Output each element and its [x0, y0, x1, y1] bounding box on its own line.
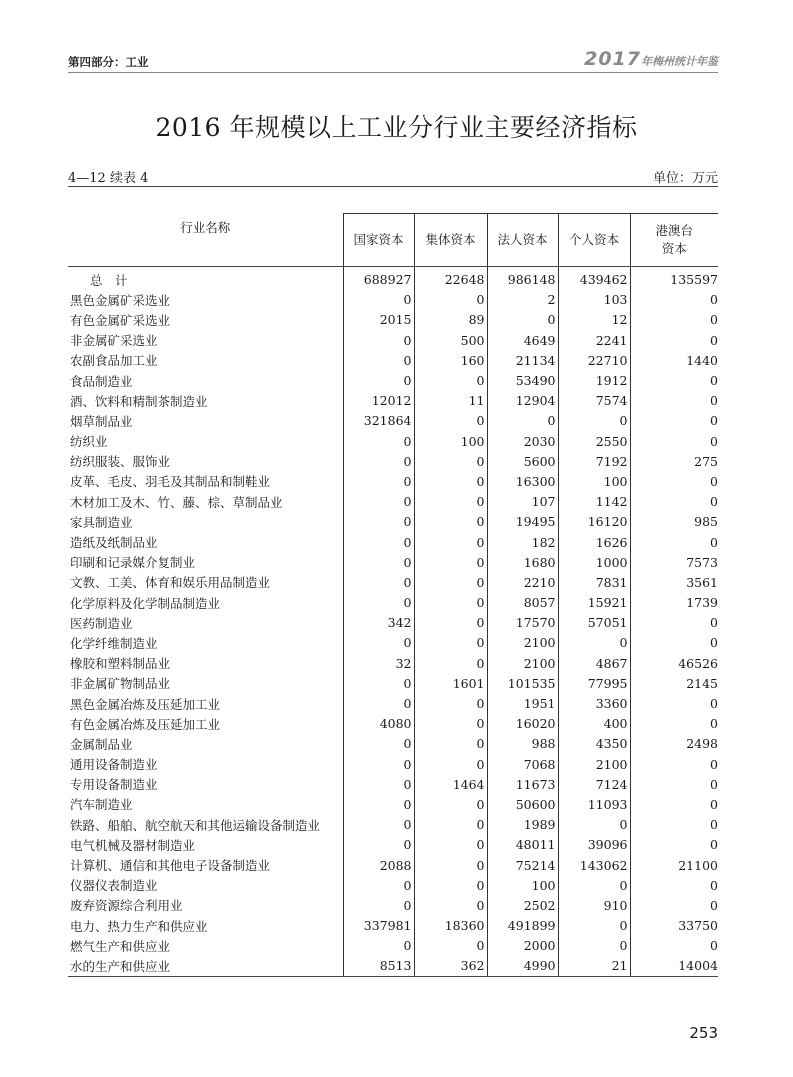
cell-hk-macao-taiwan-capital: 275	[630, 451, 718, 471]
header-state-capital: 国家资本	[343, 214, 414, 267]
cell-state-capital: 4080	[343, 714, 414, 734]
table-row	[68, 512, 718, 532]
table-row	[68, 593, 718, 613]
cell-legal-person-capital: 11673	[487, 774, 558, 794]
industry-name: 汽车制造业	[70, 797, 133, 813]
cell-state-capital: 0	[343, 936, 414, 956]
industry-name: 非金属矿采选业	[70, 333, 158, 349]
industry-name: 纺织业	[70, 434, 108, 450]
cell-collective-capital: 0	[414, 895, 487, 915]
cell-collective-capital: 0	[414, 552, 487, 572]
header-hk-macao-taiwan-capital	[630, 214, 718, 267]
cell-collective-capital: 0	[414, 633, 487, 653]
cell-state-capital: 0	[343, 693, 414, 713]
cell-individual-capital: 0	[558, 815, 630, 835]
table-row	[68, 653, 718, 673]
table-row	[68, 693, 718, 713]
cell-collective-capital: 0	[414, 370, 487, 390]
cell-state-capital: 32	[343, 653, 414, 673]
cell-legal-person-capital: 16300	[487, 471, 558, 491]
table-caption	[68, 167, 718, 187]
cell-individual-capital: 77995	[558, 673, 630, 693]
table-row	[68, 633, 718, 653]
cell-legal-person-capital: 2	[487, 290, 558, 310]
table-row	[68, 754, 718, 774]
cell-hk-macao-taiwan-capital: 985	[630, 512, 718, 532]
table-row	[68, 855, 718, 875]
cell-collective-capital: 0	[414, 835, 487, 855]
industry-name: 橡胶和塑料制品业	[70, 656, 171, 672]
industry-name: 电气机械及器材制造业	[70, 837, 196, 853]
cell-individual-capital: 7574	[558, 391, 630, 411]
cell-collective-capital: 0	[414, 754, 487, 774]
industry-name: 烟草制品业	[70, 413, 133, 429]
cell-state-capital: 0	[343, 895, 414, 915]
cell-state-capital: 0	[343, 875, 414, 895]
cell-state-capital: 0	[343, 774, 414, 794]
cell-collective-capital: 362	[414, 956, 487, 977]
cell-state-capital: 688927	[343, 266, 414, 290]
cell-collective-capital: 0	[414, 693, 487, 713]
cell-individual-capital: 1912	[558, 370, 630, 390]
header-legal-person-capital: 法人资本	[487, 214, 558, 267]
cell-individual-capital: 1000	[558, 552, 630, 572]
cell-state-capital: 0	[343, 471, 414, 491]
cell-legal-person-capital: 53490	[487, 370, 558, 390]
cell-legal-person-capital: 2210	[487, 572, 558, 592]
table-row	[68, 815, 718, 835]
cell-hk-macao-taiwan-capital: 0	[630, 391, 718, 411]
cell-collective-capital: 0	[414, 290, 487, 310]
industry-name: 通用设备制造业	[70, 757, 158, 773]
cell-individual-capital: 1626	[558, 532, 630, 552]
cell-individual-capital: 0	[558, 411, 630, 431]
cell-legal-person-capital: 12904	[487, 391, 558, 411]
cell-individual-capital: 4867	[558, 653, 630, 673]
cell-collective-capital: 1601	[414, 673, 487, 693]
industry-name: 计算机、通信和其他电子设备制造业	[70, 858, 271, 874]
table-row	[68, 835, 718, 855]
industry-name: 黑色金属冶炼及压延加工业	[70, 696, 221, 712]
cell-collective-capital: 0	[414, 734, 487, 754]
cell-individual-capital: 3360	[558, 693, 630, 713]
industry-name: 文教、工美、体育和娱乐用品制造业	[70, 575, 271, 591]
table-row	[68, 916, 718, 936]
cell-state-capital: 0	[343, 633, 414, 653]
industry-name: 废弃资源综合利用业	[70, 898, 183, 914]
table-row	[68, 572, 718, 592]
cell-collective-capital: 500	[414, 330, 487, 350]
cell-hk-macao-taiwan-capital: 0	[630, 815, 718, 835]
table-row	[68, 714, 718, 734]
cell-hk-macao-taiwan-capital: 1739	[630, 593, 718, 613]
cell-individual-capital: 7124	[558, 774, 630, 794]
cell-state-capital: 0	[343, 593, 414, 613]
cell-state-capital: 337981	[343, 916, 414, 936]
cell-hk-macao-taiwan-capital: 135597	[630, 266, 718, 290]
cell-hk-macao-taiwan-capital: 0	[630, 693, 718, 713]
cell-hk-macao-taiwan-capital: 0	[630, 370, 718, 390]
cell-state-capital: 12012	[343, 391, 414, 411]
cell-individual-capital: 0	[558, 916, 630, 936]
cell-individual-capital: 2550	[558, 431, 630, 451]
cell-hk-macao-taiwan-capital: 0	[630, 794, 718, 814]
industry-name: 食品制造业	[70, 373, 133, 389]
cell-collective-capital: 100	[414, 431, 487, 451]
cell-state-capital: 0	[343, 350, 414, 370]
cell-collective-capital: 0	[414, 653, 487, 673]
table-row	[68, 350, 718, 370]
table-row-total	[68, 266, 718, 290]
cell-state-capital: 0	[343, 512, 414, 532]
cell-legal-person-capital: 2100	[487, 653, 558, 673]
industry-name: 总 计	[90, 272, 128, 288]
cell-individual-capital: 100	[558, 471, 630, 491]
cell-hk-macao-taiwan-capital: 21100	[630, 855, 718, 875]
cell-individual-capital: 2241	[558, 330, 630, 350]
cell-individual-capital: 400	[558, 714, 630, 734]
cell-state-capital: 0	[343, 673, 414, 693]
table-row	[68, 774, 718, 794]
cell-collective-capital: 0	[414, 815, 487, 835]
cell-hk-macao-taiwan-capital: 0	[630, 895, 718, 915]
cell-legal-person-capital: 48011	[487, 835, 558, 855]
cell-collective-capital: 0	[414, 875, 487, 895]
table-row	[68, 492, 718, 512]
industry-name: 农副食品加工业	[70, 353, 158, 369]
cell-collective-capital: 0	[414, 855, 487, 875]
cell-individual-capital: 4350	[558, 734, 630, 754]
cell-legal-person-capital: 0	[487, 310, 558, 330]
cell-state-capital: 0	[343, 552, 414, 572]
industry-name: 金属制品业	[70, 736, 133, 752]
header-c5-line1: 港澳台	[655, 222, 693, 238]
cell-hk-macao-taiwan-capital: 33750	[630, 916, 718, 936]
industry-name: 印刷和记录媒介复制业	[70, 555, 196, 571]
cell-state-capital: 2015	[343, 310, 414, 330]
cell-state-capital: 8513	[343, 956, 414, 977]
cell-collective-capital: 1464	[414, 774, 487, 794]
cell-individual-capital: 103	[558, 290, 630, 310]
cell-legal-person-capital: 101535	[487, 673, 558, 693]
data-table	[68, 213, 718, 977]
cell-collective-capital: 0	[414, 714, 487, 734]
page-number: 253	[689, 1024, 718, 1042]
cell-collective-capital: 22648	[414, 266, 487, 290]
cell-hk-macao-taiwan-capital: 0	[630, 290, 718, 310]
industry-name: 化学原料及化学制品制造业	[70, 595, 221, 611]
cell-hk-macao-taiwan-capital: 0	[630, 532, 718, 552]
table-row	[68, 875, 718, 895]
cell-state-capital: 2088	[343, 855, 414, 875]
cell-legal-person-capital: 491899	[487, 916, 558, 936]
cell-hk-macao-taiwan-capital: 2498	[630, 734, 718, 754]
cell-state-capital: 0	[343, 572, 414, 592]
table-row	[68, 552, 718, 572]
cell-state-capital: 0	[343, 330, 414, 350]
industry-name: 铁路、船舶、航空航天和其他运输设备制造业	[70, 817, 321, 833]
cell-legal-person-capital: 2502	[487, 895, 558, 915]
cell-individual-capital: 0	[558, 875, 630, 895]
cell-collective-capital: 0	[414, 572, 487, 592]
cell-legal-person-capital: 4649	[487, 330, 558, 350]
cell-collective-capital: 0	[414, 593, 487, 613]
cell-individual-capital: 143062	[558, 855, 630, 875]
cell-individual-capital: 7192	[558, 451, 630, 471]
cell-state-capital: 0	[343, 815, 414, 835]
table-row	[68, 613, 718, 633]
cell-state-capital: 0	[343, 734, 414, 754]
cell-individual-capital: 439462	[558, 266, 630, 290]
cell-legal-person-capital: 0	[487, 411, 558, 431]
cell-legal-person-capital: 50600	[487, 794, 558, 814]
table-row	[68, 411, 718, 431]
yearbook-year: 2017	[584, 48, 641, 70]
industry-name: 有色金属矿采选业	[70, 312, 171, 328]
cell-state-capital: 0	[343, 794, 414, 814]
industry-name: 酒、饮料和精制茶制造业	[70, 393, 208, 409]
yearbook-logo	[584, 48, 718, 70]
cell-hk-macao-taiwan-capital: 0	[630, 471, 718, 491]
cell-state-capital: 0	[343, 431, 414, 451]
cell-collective-capital: 0	[414, 613, 487, 633]
table-number: 4—12 续表 4	[68, 171, 149, 186]
cell-individual-capital: 21	[558, 956, 630, 977]
cell-hk-macao-taiwan-capital: 0	[630, 754, 718, 774]
cell-legal-person-capital: 5600	[487, 451, 558, 471]
cell-collective-capital: 89	[414, 310, 487, 330]
cell-legal-person-capital: 986148	[487, 266, 558, 290]
cell-hk-macao-taiwan-capital: 7573	[630, 552, 718, 572]
cell-hk-macao-taiwan-capital: 46526	[630, 653, 718, 673]
cell-hk-macao-taiwan-capital: 14004	[630, 956, 718, 977]
cell-individual-capital: 22710	[558, 350, 630, 370]
industry-name: 造纸及纸制品业	[70, 535, 158, 551]
cell-individual-capital: 2100	[558, 754, 630, 774]
cell-legal-person-capital: 988	[487, 734, 558, 754]
cell-legal-person-capital: 21134	[487, 350, 558, 370]
cell-collective-capital: 18360	[414, 916, 487, 936]
running-head	[68, 50, 718, 73]
table-row	[68, 794, 718, 814]
cell-collective-capital: 0	[414, 471, 487, 491]
cell-legal-person-capital: 2100	[487, 633, 558, 653]
cell-state-capital: 0	[343, 290, 414, 310]
cell-state-capital: 0	[343, 835, 414, 855]
cell-legal-person-capital: 8057	[487, 593, 558, 613]
table-row	[68, 451, 718, 471]
cell-collective-capital: 0	[414, 492, 487, 512]
table-row	[68, 290, 718, 310]
cell-hk-macao-taiwan-capital: 0	[630, 411, 718, 431]
cell-hk-macao-taiwan-capital: 0	[630, 431, 718, 451]
cell-legal-person-capital: 19495	[487, 512, 558, 532]
cell-collective-capital: 160	[414, 350, 487, 370]
yearbook-name: 年梅州统计年鉴	[641, 55, 718, 68]
table-row	[68, 431, 718, 451]
cell-collective-capital: 0	[414, 451, 487, 471]
industry-name: 医药制造业	[70, 615, 133, 631]
cell-legal-person-capital: 100	[487, 875, 558, 895]
cell-state-capital: 0	[343, 532, 414, 552]
table-row	[68, 895, 718, 915]
table-row	[68, 956, 718, 977]
cell-hk-macao-taiwan-capital: 0	[630, 613, 718, 633]
cell-collective-capital: 11	[414, 391, 487, 411]
industry-name: 化学纤维制造业	[70, 635, 158, 651]
cell-state-capital: 0	[343, 370, 414, 390]
cell-state-capital: 0	[343, 754, 414, 774]
page-title: 2016 年规模以上工业分行业主要经济指标	[155, 113, 638, 142]
industry-name: 水的生产和供应业	[68, 956, 343, 977]
cell-hk-macao-taiwan-capital: 3561	[630, 572, 718, 592]
cell-legal-person-capital: 17570	[487, 613, 558, 633]
cell-legal-person-capital: 1951	[487, 693, 558, 713]
cell-individual-capital: 1142	[558, 492, 630, 512]
industry-name: 非金属矿物制品业	[70, 676, 171, 692]
cell-state-capital: 321864	[343, 411, 414, 431]
cell-individual-capital: 57051	[558, 613, 630, 633]
table-row	[68, 471, 718, 491]
unit-label: 单位：万元	[652, 171, 718, 186]
table-row	[68, 532, 718, 552]
cell-hk-macao-taiwan-capital: 0	[630, 310, 718, 330]
cell-hk-macao-taiwan-capital: 0	[630, 936, 718, 956]
table-row	[68, 936, 718, 956]
cell-state-capital: 0	[343, 492, 414, 512]
cell-individual-capital: 16120	[558, 512, 630, 532]
industry-name: 木材加工及木、竹、藤、棕、草制品业	[70, 494, 283, 510]
industry-name: 仪器仪表制造业	[70, 878, 158, 894]
cell-individual-capital: 0	[558, 936, 630, 956]
cell-individual-capital: 7831	[558, 572, 630, 592]
cell-legal-person-capital: 75214	[487, 855, 558, 875]
industry-name: 燃气生产和供应业	[70, 938, 171, 954]
cell-hk-macao-taiwan-capital: 0	[630, 330, 718, 350]
cell-hk-macao-taiwan-capital: 1440	[630, 350, 718, 370]
cell-collective-capital: 0	[414, 936, 487, 956]
table-row	[68, 734, 718, 754]
cell-legal-person-capital: 182	[487, 532, 558, 552]
cell-hk-macao-taiwan-capital: 0	[630, 774, 718, 794]
industry-name: 电力、热力生产和供应业	[70, 918, 208, 934]
table-row	[68, 310, 718, 330]
header-industry-name: 行业名称	[68, 214, 343, 267]
cell-individual-capital: 12	[558, 310, 630, 330]
cell-collective-capital: 0	[414, 411, 487, 431]
cell-hk-macao-taiwan-capital: 0	[630, 835, 718, 855]
cell-state-capital: 342	[343, 613, 414, 633]
cell-hk-macao-taiwan-capital: 2145	[630, 673, 718, 693]
industry-name: 黑色金属矿采选业	[70, 292, 171, 308]
cell-hk-macao-taiwan-capital: 0	[630, 875, 718, 895]
cell-legal-person-capital: 2000	[487, 936, 558, 956]
table-row	[68, 391, 718, 411]
cell-legal-person-capital: 107	[487, 492, 558, 512]
cell-hk-macao-taiwan-capital: 0	[630, 492, 718, 512]
cell-individual-capital: 11093	[558, 794, 630, 814]
industry-name: 皮革、毛皮、羽毛及其制品和制鞋业	[70, 474, 271, 490]
cell-state-capital: 0	[343, 451, 414, 471]
header-c5-line2: 资本	[661, 240, 687, 256]
industry-name: 有色金属冶炼及压延加工业	[70, 716, 221, 732]
header-collective-capital: 集体资本	[414, 214, 487, 267]
cell-individual-capital: 39096	[558, 835, 630, 855]
table-header-row	[68, 214, 718, 267]
cell-hk-macao-taiwan-capital: 0	[630, 714, 718, 734]
cell-legal-person-capital: 4990	[487, 956, 558, 977]
cell-legal-person-capital: 2030	[487, 431, 558, 451]
table-row	[68, 330, 718, 350]
industry-name: 专用设备制造业	[70, 777, 158, 793]
cell-hk-macao-taiwan-capital: 0	[630, 633, 718, 653]
cell-legal-person-capital: 1989	[487, 815, 558, 835]
header-individual-capital: 个人资本	[558, 214, 630, 267]
cell-individual-capital: 15921	[558, 593, 630, 613]
cell-collective-capital: 0	[414, 532, 487, 552]
cell-collective-capital: 0	[414, 794, 487, 814]
cell-legal-person-capital: 7068	[487, 754, 558, 774]
cell-legal-person-capital: 1680	[487, 552, 558, 572]
table-row	[68, 370, 718, 390]
table-row	[68, 673, 718, 693]
industry-name: 家具制造业	[70, 514, 133, 530]
industry-name: 纺织服装、服饰业	[70, 454, 171, 470]
cell-individual-capital: 910	[558, 895, 630, 915]
cell-collective-capital: 0	[414, 512, 487, 532]
cell-individual-capital: 0	[558, 633, 630, 653]
section-label: 第四部分：工业	[68, 55, 149, 69]
cell-legal-person-capital: 16020	[487, 714, 558, 734]
